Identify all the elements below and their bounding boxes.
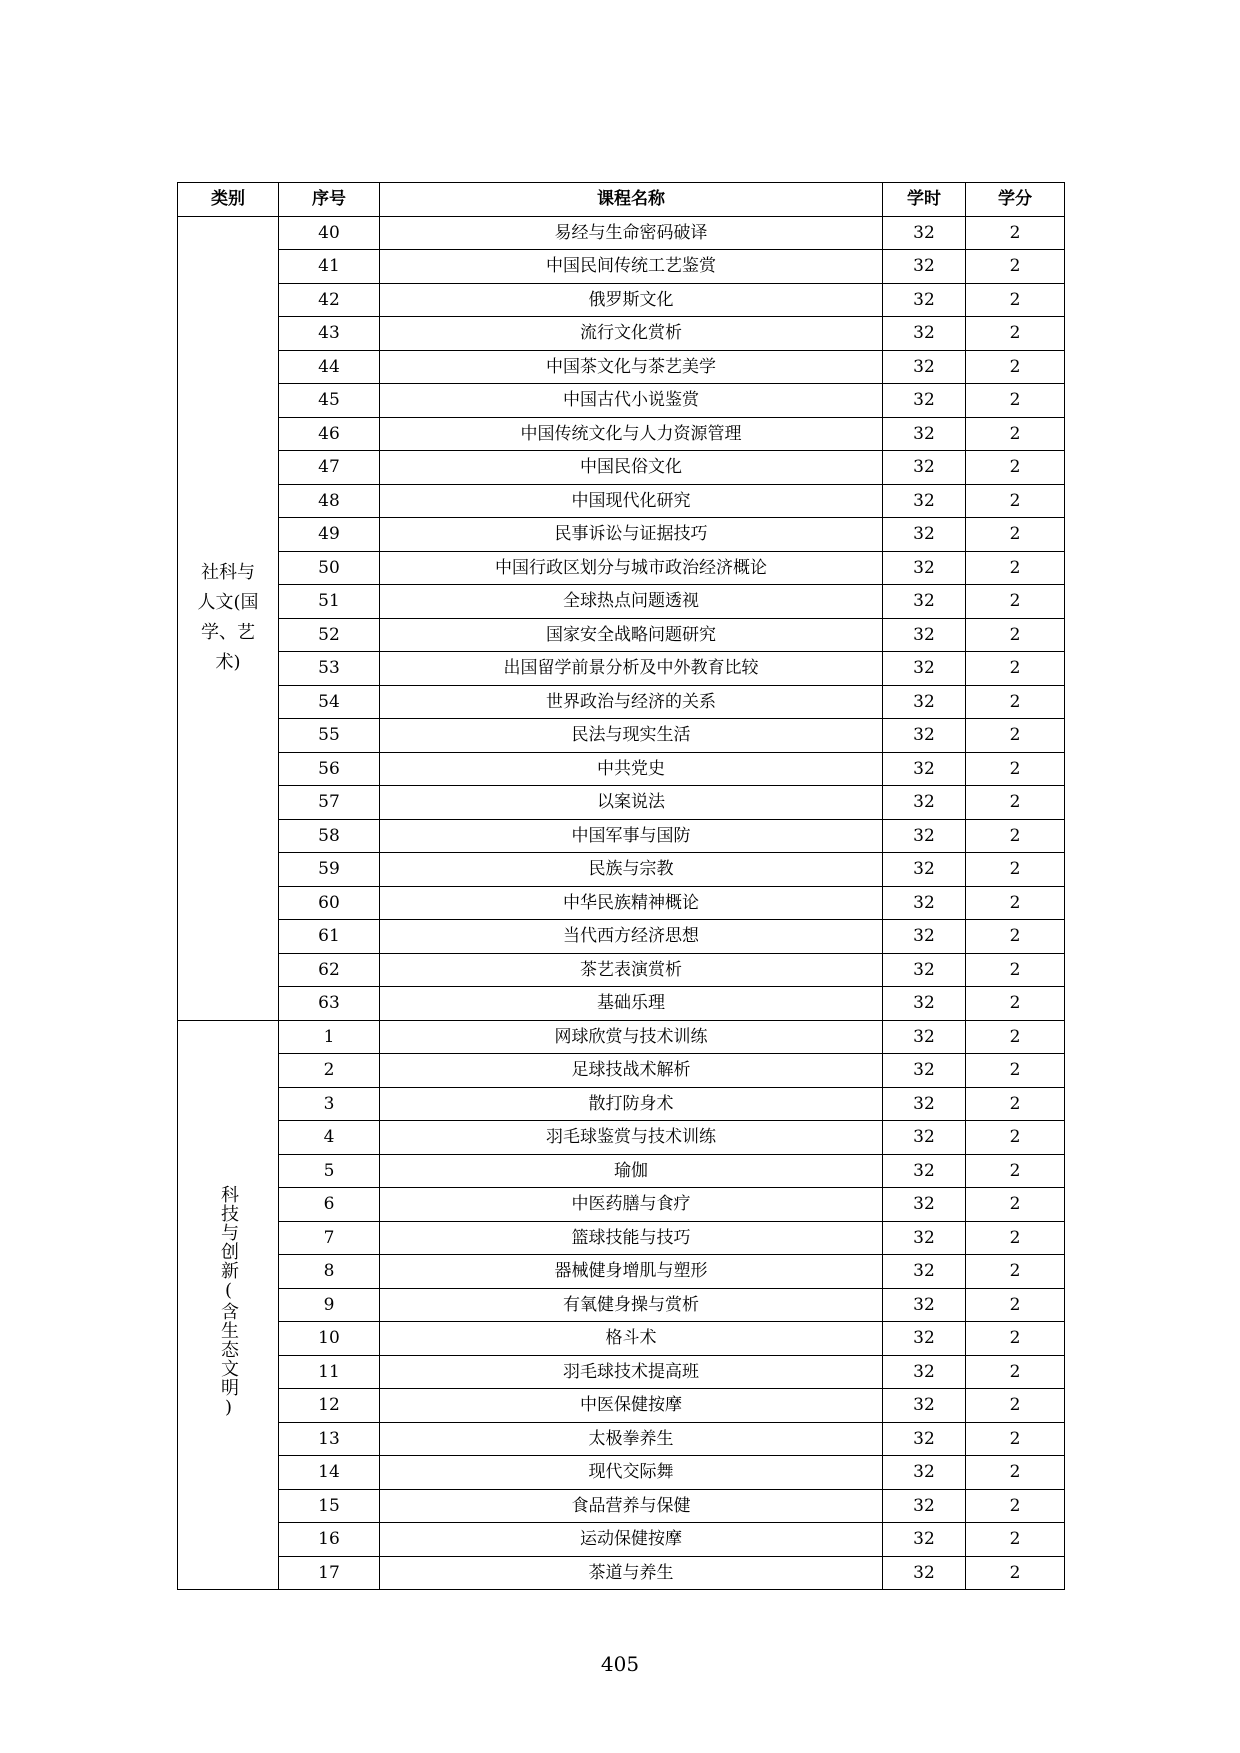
course-number-cell: 44 (279, 350, 380, 384)
course-number-cell: 46 (279, 417, 380, 451)
course-hours-cell: 32 (883, 384, 966, 418)
table-row (178, 250, 1065, 284)
course-number-cell: 6 (279, 1188, 380, 1222)
course-name-cell: 太极拳养生 (380, 1422, 883, 1456)
course-credits-cell: 2 (966, 384, 1065, 418)
table-row (178, 1288, 1065, 1322)
course-credits-cell: 2 (966, 317, 1065, 351)
course-credits-cell: 2 (966, 1154, 1065, 1188)
course-name-cell: 中共党史 (380, 752, 883, 786)
course-name-cell: 中国民俗文化 (380, 451, 883, 485)
table-body (178, 216, 1065, 1590)
table-row (178, 551, 1065, 585)
course-hours-cell: 32 (883, 1255, 966, 1289)
course-hours-cell: 32 (883, 618, 966, 652)
course-credits-cell: 2 (966, 886, 1065, 920)
table-row (178, 384, 1065, 418)
course-name-cell: 中国现代化研究 (380, 484, 883, 518)
course-number-cell: 56 (279, 752, 380, 786)
table-row (178, 920, 1065, 954)
course-name-cell: 俄罗斯文化 (380, 283, 883, 317)
course-name-cell: 中国茶文化与茶艺美学 (380, 350, 883, 384)
course-hours-cell: 32 (883, 518, 966, 552)
table-row (178, 1121, 1065, 1155)
course-hours-cell: 32 (883, 786, 966, 820)
course-hours-cell: 32 (883, 652, 966, 686)
table-row (178, 1087, 1065, 1121)
table-row (178, 317, 1065, 351)
course-number-cell: 50 (279, 551, 380, 585)
course-credits-cell: 2 (966, 551, 1065, 585)
course-hours-cell: 32 (883, 953, 966, 987)
course-name-cell: 网球欣赏与技术训练 (380, 1020, 883, 1054)
table-row (178, 1523, 1065, 1557)
course-name-cell: 易经与生命密码破译 (380, 216, 883, 250)
course-credits-cell: 2 (966, 1489, 1065, 1523)
course-credits-cell: 2 (966, 518, 1065, 552)
course-hours-cell: 32 (883, 1523, 966, 1557)
category-cell (178, 1020, 279, 1590)
table-row (178, 719, 1065, 753)
course-hours-cell: 32 (883, 250, 966, 284)
table-row (178, 1221, 1065, 1255)
course-credits-cell: 2 (966, 1456, 1065, 1490)
course-name-cell: 篮球技能与技巧 (380, 1221, 883, 1255)
course-number-cell: 58 (279, 819, 380, 853)
course-number-cell: 57 (279, 786, 380, 820)
course-name-cell: 瑜伽 (380, 1154, 883, 1188)
course-number-cell: 55 (279, 719, 380, 753)
table-row (178, 853, 1065, 887)
course-name-cell: 以案说法 (380, 786, 883, 820)
table-row (178, 1154, 1065, 1188)
table-row (178, 618, 1065, 652)
course-number-cell: 59 (279, 853, 380, 887)
course-name-cell: 羽毛球技术提高班 (380, 1355, 883, 1389)
course-credits-cell: 2 (966, 484, 1065, 518)
course-credits-cell: 2 (966, 618, 1065, 652)
course-name-cell: 世界政治与经济的关系 (380, 685, 883, 719)
course-number-cell: 12 (279, 1389, 380, 1423)
table-row (178, 417, 1065, 451)
course-hours-cell: 32 (883, 685, 966, 719)
course-name-cell: 食品营养与保健 (380, 1489, 883, 1523)
course-hours-cell: 32 (883, 1054, 966, 1088)
table-row (178, 752, 1065, 786)
course-hours-cell: 32 (883, 451, 966, 485)
table-row (178, 484, 1065, 518)
course-credits-cell: 2 (966, 1054, 1065, 1088)
course-number-cell: 17 (279, 1556, 380, 1590)
course-hours-cell: 32 (883, 819, 966, 853)
course-credits-cell: 2 (966, 1188, 1065, 1222)
table-row (178, 585, 1065, 619)
course-credits-cell: 2 (966, 1389, 1065, 1423)
course-credits-cell: 2 (966, 216, 1065, 250)
course-credits-cell: 2 (966, 1556, 1065, 1590)
header-hours: 学时 (883, 183, 966, 217)
course-credits-cell: 2 (966, 1355, 1065, 1389)
course-hours-cell: 32 (883, 484, 966, 518)
course-name-cell: 羽毛球鉴赏与技术训练 (380, 1121, 883, 1155)
course-credits-cell: 2 (966, 953, 1065, 987)
table-row (178, 518, 1065, 552)
table-row (178, 1188, 1065, 1222)
course-name-cell: 当代西方经济思想 (380, 920, 883, 954)
course-hours-cell: 32 (883, 283, 966, 317)
course-name-cell: 足球技战术解析 (380, 1054, 883, 1088)
table-row (178, 216, 1065, 250)
course-name-cell: 出国留学前景分析及中外教育比较 (380, 652, 883, 686)
course-number-cell: 45 (279, 384, 380, 418)
course-name-cell: 全球热点问题透视 (380, 585, 883, 619)
course-name-cell: 茶艺表演赏析 (380, 953, 883, 987)
table-row (178, 685, 1065, 719)
course-name-cell: 中华民族精神概论 (380, 886, 883, 920)
course-hours-cell: 32 (883, 216, 966, 250)
course-name-cell: 器械健身增肌与塑形 (380, 1255, 883, 1289)
course-number-cell: 7 (279, 1221, 380, 1255)
course-number-cell: 11 (279, 1355, 380, 1389)
course-hours-cell: 32 (883, 317, 966, 351)
course-name-cell: 现代交际舞 (380, 1456, 883, 1490)
course-number-cell: 43 (279, 317, 380, 351)
course-credits-cell: 2 (966, 417, 1065, 451)
course-hours-cell: 32 (883, 417, 966, 451)
course-hours-cell: 32 (883, 1221, 966, 1255)
course-credits-cell: 2 (966, 1322, 1065, 1356)
course-name-cell: 流行文化赏析 (380, 317, 883, 351)
table-row (178, 283, 1065, 317)
course-credits-cell: 2 (966, 1523, 1065, 1557)
course-credits-cell: 2 (966, 451, 1065, 485)
course-name-cell: 民族与宗教 (380, 853, 883, 887)
course-hours-cell: 32 (883, 752, 966, 786)
course-number-cell: 53 (279, 652, 380, 686)
header-number: 序号 (279, 183, 380, 217)
course-name-cell: 中国军事与国防 (380, 819, 883, 853)
table-row (178, 1255, 1065, 1289)
course-name-cell: 运动保健按摩 (380, 1523, 883, 1557)
course-number-cell: 52 (279, 618, 380, 652)
course-name-cell: 中国行政区划分与城市政治经济概论 (380, 551, 883, 585)
table-row (178, 1355, 1065, 1389)
course-name-cell: 中医药膳与食疗 (380, 1188, 883, 1222)
table-row (178, 953, 1065, 987)
course-hours-cell: 32 (883, 1556, 966, 1590)
header-credits: 学分 (966, 183, 1065, 217)
header-course-name: 课程名称 (380, 183, 883, 217)
course-name-cell: 格斗术 (380, 1322, 883, 1356)
course-credits-cell: 2 (966, 920, 1065, 954)
course-number-cell: 51 (279, 585, 380, 619)
course-hours-cell: 32 (883, 551, 966, 585)
course-credits-cell: 2 (966, 786, 1065, 820)
course-number-cell: 49 (279, 518, 380, 552)
header-category: 类别 (178, 183, 279, 217)
category-label: 社科与人文(国学、艺术) (197, 562, 259, 673)
course-number-cell: 61 (279, 920, 380, 954)
course-credits-cell: 2 (966, 1288, 1065, 1322)
course-credits-cell: 2 (966, 1422, 1065, 1456)
table-row (178, 1054, 1065, 1088)
course-name-cell: 中医保健按摩 (380, 1389, 883, 1423)
course-number-cell: 13 (279, 1422, 380, 1456)
table-row (178, 1556, 1065, 1590)
course-name-cell: 国家安全战略问题研究 (380, 618, 883, 652)
course-hours-cell: 32 (883, 1188, 966, 1222)
course-credits-cell: 2 (966, 987, 1065, 1021)
course-hours-cell: 32 (883, 1154, 966, 1188)
course-credits-cell: 2 (966, 819, 1065, 853)
course-hours-cell: 32 (883, 1087, 966, 1121)
course-number-cell: 42 (279, 283, 380, 317)
course-hours-cell: 32 (883, 1389, 966, 1423)
course-number-cell: 40 (279, 216, 380, 250)
course-credits-cell: 2 (966, 1121, 1065, 1155)
course-name-cell: 民事诉讼与证据技巧 (380, 518, 883, 552)
course-number-cell: 5 (279, 1154, 380, 1188)
course-hours-cell: 32 (883, 1288, 966, 1322)
course-name-cell: 茶道与养生 (380, 1556, 883, 1590)
course-table (177, 182, 1065, 1590)
table-row (178, 1020, 1065, 1054)
course-name-cell: 中国民间传统工艺鉴赏 (380, 250, 883, 284)
course-number-cell: 14 (279, 1456, 380, 1490)
course-credits-cell: 2 (966, 1020, 1065, 1054)
table-row (178, 1389, 1065, 1423)
course-hours-cell: 32 (883, 350, 966, 384)
table-row (178, 886, 1065, 920)
course-credits-cell: 2 (966, 719, 1065, 753)
table-row (178, 1456, 1065, 1490)
course-number-cell: 41 (279, 250, 380, 284)
table-row (178, 819, 1065, 853)
course-credits-cell: 2 (966, 1255, 1065, 1289)
course-credits-cell: 2 (966, 1087, 1065, 1121)
course-number-cell: 8 (279, 1255, 380, 1289)
course-number-cell: 1 (279, 1020, 380, 1054)
course-hours-cell: 32 (883, 886, 966, 920)
category-label: 科技与创新(含生态文明) (218, 1185, 239, 1420)
course-number-cell: 15 (279, 1489, 380, 1523)
table-row (178, 786, 1065, 820)
course-credits-cell: 2 (966, 853, 1065, 887)
course-name-cell: 基础乐理 (380, 987, 883, 1021)
table-row (178, 350, 1065, 384)
course-number-cell: 10 (279, 1322, 380, 1356)
header-row (178, 183, 1065, 217)
course-credits-cell: 2 (966, 250, 1065, 284)
table-row (178, 652, 1065, 686)
course-credits-cell: 2 (966, 585, 1065, 619)
course-hours-cell: 32 (883, 1456, 966, 1490)
course-name-cell: 中国传统文化与人力资源管理 (380, 417, 883, 451)
course-hours-cell: 32 (883, 1489, 966, 1523)
course-hours-cell: 32 (883, 719, 966, 753)
table-row (178, 987, 1065, 1021)
course-number-cell: 54 (279, 685, 380, 719)
table-row (178, 1489, 1065, 1523)
course-name-cell: 散打防身术 (380, 1087, 883, 1121)
course-hours-cell: 32 (883, 1121, 966, 1155)
course-number-cell: 63 (279, 987, 380, 1021)
page-number: 405 (600, 1652, 640, 1676)
course-name-cell: 民法与现实生活 (380, 719, 883, 753)
course-number-cell: 48 (279, 484, 380, 518)
course-number-cell: 60 (279, 886, 380, 920)
course-number-cell: 9 (279, 1288, 380, 1322)
course-number-cell: 16 (279, 1523, 380, 1557)
course-credits-cell: 2 (966, 283, 1065, 317)
course-hours-cell: 32 (883, 1322, 966, 1356)
course-hours-cell: 32 (883, 853, 966, 887)
table-row (178, 451, 1065, 485)
course-hours-cell: 32 (883, 585, 966, 619)
course-credits-cell: 2 (966, 685, 1065, 719)
course-credits-cell: 2 (966, 350, 1065, 384)
course-number-cell: 3 (279, 1087, 380, 1121)
course-name-cell: 有氧健身操与赏析 (380, 1288, 883, 1322)
course-hours-cell: 32 (883, 987, 966, 1021)
course-name-cell: 中国古代小说鉴赏 (380, 384, 883, 418)
course-hours-cell: 32 (883, 1422, 966, 1456)
course-credits-cell: 2 (966, 752, 1065, 786)
category-cell (178, 216, 279, 1020)
table-row (178, 1422, 1065, 1456)
course-hours-cell: 32 (883, 920, 966, 954)
course-credits-cell: 2 (966, 652, 1065, 686)
course-number-cell: 47 (279, 451, 380, 485)
course-hours-cell: 32 (883, 1355, 966, 1389)
course-number-cell: 4 (279, 1121, 380, 1155)
course-hours-cell: 32 (883, 1020, 966, 1054)
course-credits-cell: 2 (966, 1221, 1065, 1255)
course-number-cell: 2 (279, 1054, 380, 1088)
table-row (178, 1322, 1065, 1356)
course-number-cell: 62 (279, 953, 380, 987)
